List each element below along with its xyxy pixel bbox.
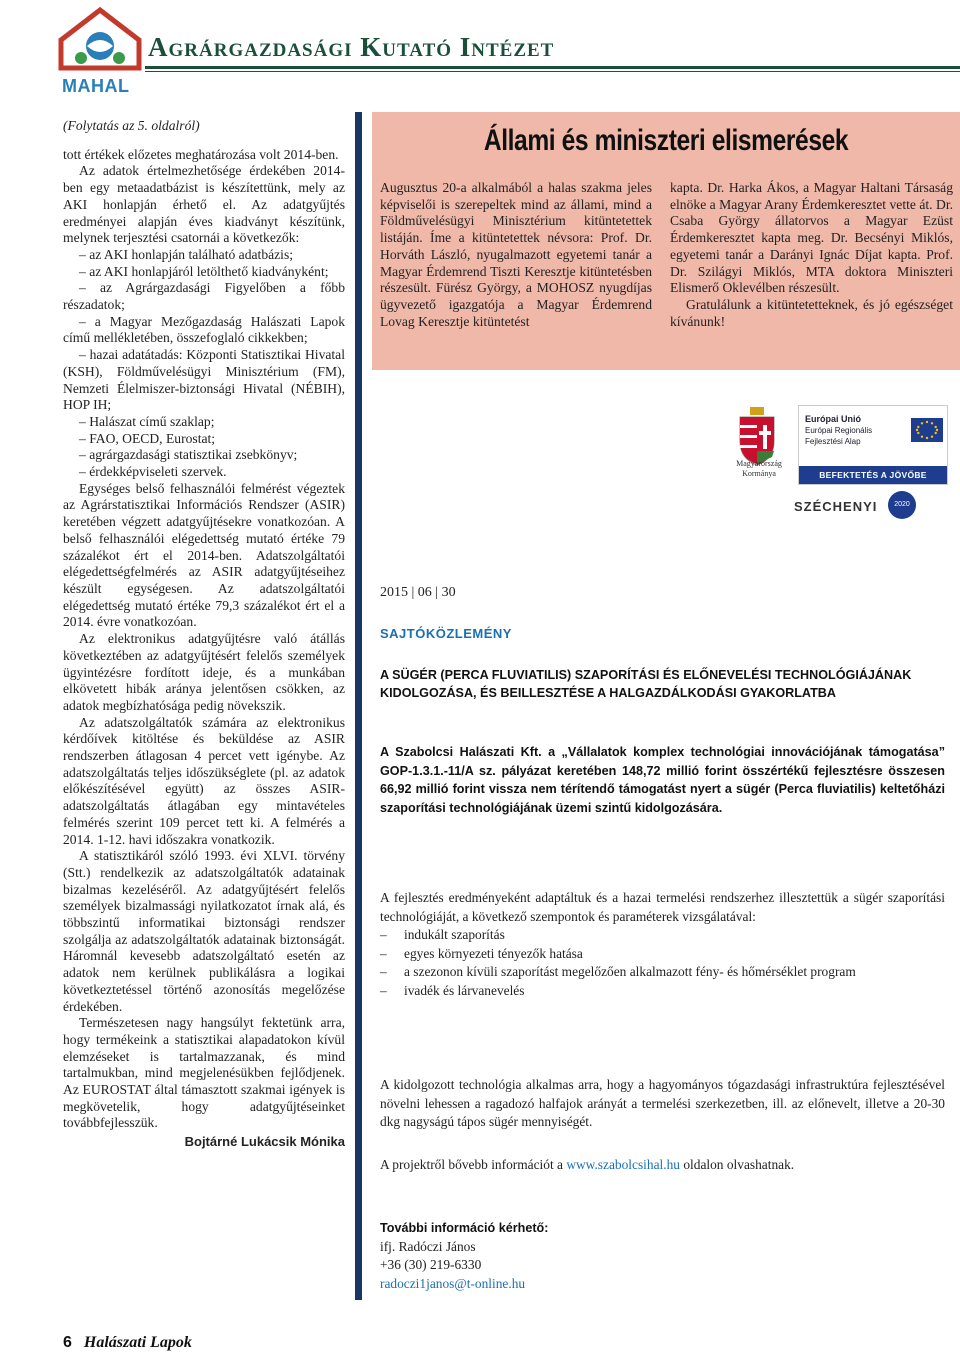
- left-column-article: [63, 118, 345, 1151]
- eu-band-text: BEFEKTETÉS A JÖVŐBE: [799, 466, 947, 484]
- press-list: [380, 926, 945, 1000]
- awards-title: Állami és miniszteri elismerések: [483, 124, 849, 157]
- paragraph: Augusztus 20-a alkalmából a halas szakma jeles képviselői is szerepeltek mind az állami, mind a Földművelésügyi Minisztérium kitüntetettek listáján. Íme a kitüntetettek névsora: Prof. Dr. Horváth László, nyugalmazott egyetemi tanár a Magyar Érdemrend Tiszti Keresztje kitüntetésben részesült. Fürész György, a MOHOSZ nyugdíjas ügyvezető igazgatója a Magyar Érdemrend Lovag Keresztje kitüntetést: [380, 180, 652, 329]
- continued-note: (Folytatás az 5. oldalról): [63, 118, 200, 133]
- press-heading: SAJTÓKÖZLEMÉNY: [380, 626, 512, 641]
- logo-text: MAHAL: [62, 76, 130, 96]
- paragraph: Gratulálunk a kitüntetetteknek, és jó egészséget kívánunk!: [670, 296, 953, 329]
- list-item: – Halászat című szaklap;: [79, 413, 215, 429]
- szechenyi-2020-badge: 2020: [888, 491, 916, 519]
- list-item: – az Agrárgazdasági Figyelőben a főbb részadatok;: [63, 280, 345, 313]
- magazine-name: Halászati Lapok: [83, 1334, 192, 1351]
- awards-column-right: [670, 180, 953, 330]
- list-item: – indukált szaporítás: [380, 927, 505, 942]
- hungarian-crest-icon: [734, 407, 780, 467]
- press-body: [380, 889, 945, 1000]
- page-footer: [63, 1334, 192, 1352]
- eu-text: Európai Unió Európai Regionális Fejlesztési Alap: [805, 414, 873, 446]
- list-item: – ivadék és lárvanevelés: [380, 982, 525, 998]
- paragraph: A kidolgozott technológia alkalmas arra, hogy a hagyományos tógazdasági infrastruktúra fejlesztésével növelni lehessen a ragadozó halfajok arányát a termelési szerkezetben, ill. az előnevelt, illetve a 20-30 dkg nagyságú tápos sügér mennyiségét.: [380, 1077, 945, 1129]
- szechenyi-logo-text: SZÉCHENYI: [794, 499, 878, 514]
- list-item: – az AKI honlapján található adatbázis;: [79, 246, 294, 262]
- eu-flag-icon: [911, 418, 943, 442]
- list-item: – a szezonon kívüli szaporítást megelőzően alkalmazott fény- és hőmérséklet program: [380, 964, 856, 979]
- list-item: – FAO, OECD, Eurostat;: [79, 430, 216, 446]
- awards-column-left: [380, 180, 652, 330]
- gov-label: Magyarország Kormánya: [736, 459, 782, 478]
- list-item: – agrárgazdasági statisztikai zsebkönyv;: [79, 447, 298, 463]
- masthead-rule: [145, 66, 960, 69]
- paragraph: A statisztikáról szóló 1993. évi XLVI. törvény (Stt.) rendelkezik az adatszolgáltatók adatainak bizalmas kezeléséről. Az adatgyűjtésért felelős személyek bizalmassági nyilatkozatot írnak alá, és többszintű informatikai biztonsági rendszer szolgálja az adatszolgáltatók adatainak biztonságát. Háromnál kevesebb adatszolgáltató esetén az adatok nem kerülnek publikálásra a logikai következtetéssel történő azonosítás megelőzése érdekében.: [63, 848, 345, 1014]
- paragraph: tott értékek előzetes meghatározása volt 2014-ben.: [63, 146, 339, 162]
- list-item: – érdekképviseleti szervek.: [79, 464, 227, 480]
- press-lead: A Szabolcsi Halászati Kft. a „Vállalatok komplex technológiai innovációjának támogatása” GOP-1.3.1.-11/A sz. pályázat keretében 148,72 millió forint összértékű fejlesztésre összesen 66,92 millió forint vissza nem térítendő támogatást nyert a sügér (Perca fluviatilis) keltetőházi szaporítási technológiájának üzemi szintű kidolgozására.: [380, 745, 945, 815]
- paragraph: Az elektronikus adatgyűjtésre való átállás következtében az adatgyűjtésért felelős személyek ügyintézésre fordított ideje, és a munkában elkövetett hibák aránya jelentősen csökken, az adatok megbízhatósága pedig növekszik.: [63, 631, 345, 713]
- project-info: A projektről bővebb információt a www.szabolcsihal.hu oldalon olvashatnak.: [380, 1157, 795, 1172]
- list-item: – egyes környezeti tényezők hatása: [380, 945, 583, 961]
- press-date: 2015 | 06 | 30: [380, 585, 456, 600]
- paragraph: kapta. Dr. Harka Ákos, a Magyar Haltani Társaság elnöke a Magyar Arany Érdemkeresztet vette át. Dr. Csaba György állatorvos a Magyar Ezüst Érdemkeresztet kapta meg. Dr. Becsényi Miklós, egyetemi tanár a Darányi Ignác Díjat kapta. Prof. Dr. Szilágyi Miklós, MTA doktora Miniszteri Elismerő Oklevélben részesült.: [670, 180, 953, 296]
- contact-label: További információ kérhető:: [380, 1221, 549, 1235]
- list-item: – hazai adatátadás: Központi Statisztikai Hivatal (KSH), Földművelésügyi Minisztérium (FM), Nemzeti Élelmiszer-biztonsági Hivatal (NÉBIH), HOP IH;: [63, 347, 345, 413]
- author-signature: Bojtárné Lukácsik Mónika: [184, 1134, 345, 1150]
- paragraph: Egységes belső felhasználói felmérést végeztek az Agrárstatisztikai Információs Rendszer (ASIR) keretében végzett adatgyűjtésekre vonatkozóan. A belső felhasználói elégedettség mutató értéke 79 százalékot ért el 2014-ben. Adatszolgáltatói elégedettségfelmérés az ASIR adatgyűjtéseihez készült egységesen. Az adatszolgáltatói elégedettség mutató értéke 79,3 százalékot ért el a 2014. évre vonatkozóan.: [63, 480, 345, 630]
- contact-block: [380, 1219, 680, 1293]
- paragraph: Az adatok értelmezhetősége érdekében 2014-ben egy metaadatbázist is készítettünk, mely az AKI honlapján érhető el. Az adatgyűjtés eredményei alapján éves kiadványt készítünk, melynek terjesztési csatornái a következők:: [63, 163, 345, 246]
- masthead-title: Agrárgazdasági Kutató Intézet: [148, 32, 555, 62]
- list-item: – a Magyar Mezőgazdaság Halászati Lapok című mellékletében, összefoglaló cikkekben;: [63, 313, 345, 346]
- funding-logos: [720, 395, 960, 535]
- page-header: [0, 0, 960, 110]
- eu-fund-logo: [798, 405, 948, 485]
- contact-phone: +36 (30) 219-6330: [380, 1257, 482, 1272]
- list-item: – az AKI honlapjáról letölthető kiadványként;: [79, 263, 329, 279]
- project-website-link[interactable]: www.szabolcsihal.hu: [566, 1157, 680, 1172]
- paragraph: Az adatszolgáltatók számára az elektronikus kérdőívek kitöltése és beküldése az ASIR rendszerben átlagosan 4 percet vett igénybe. Az adatszolgáltatás teljes időszükséglete (pl. az adatok előkészítésével együtt) az összes ASIR-adatszolgáltatás átlagában egy mintavételes felmérés szerint 109 percet tett ki. A felmérés a 2014. 1-12. havi időszakra vonatkozik.: [63, 714, 345, 847]
- contact-name: ifj. Radóczi János: [380, 1238, 476, 1254]
- press-title: A SÜGÉR (PERCA FLUVIATILIS) SZAPORÍTÁSI ÉS ELŐNEVELÉSI TECHNOLÓGIÁJÁNAK KIDOLGOZÁSA, ÉS BEILLESZTÉSE A HALGAZDÁLKODÁSI GYAKORLATBA: [380, 668, 912, 700]
- masthead-rule-thin: [145, 71, 960, 72]
- contact-email-link[interactable]: radoczi1janos@t-online.hu: [380, 1275, 526, 1291]
- column-divider: [355, 112, 362, 1300]
- paragraph: Természetesen nagy hangsúlyt fektetünk arra, hogy termékeink a statisztikai alapadatokon kívül elemzéseket is tartalmazzanak, és mind tartalmukban, mind megjelenésükben fejlődjenek. Az EUROSTAT által támasztott szakmai igények is megkövetelik, hogy adatgyűjtéseinket továbbfejlesszük.: [63, 1015, 345, 1131]
- paragraph: A fejlesztés eredményeként adaptáltuk és a hazai termelési rendszerhez illesztettük a sügér szaporítási technológiáját, a következő szempontok és paraméterek vizsgálatával:: [380, 890, 945, 924]
- page-number: 6: [63, 1334, 72, 1351]
- awards-box: [372, 112, 960, 370]
